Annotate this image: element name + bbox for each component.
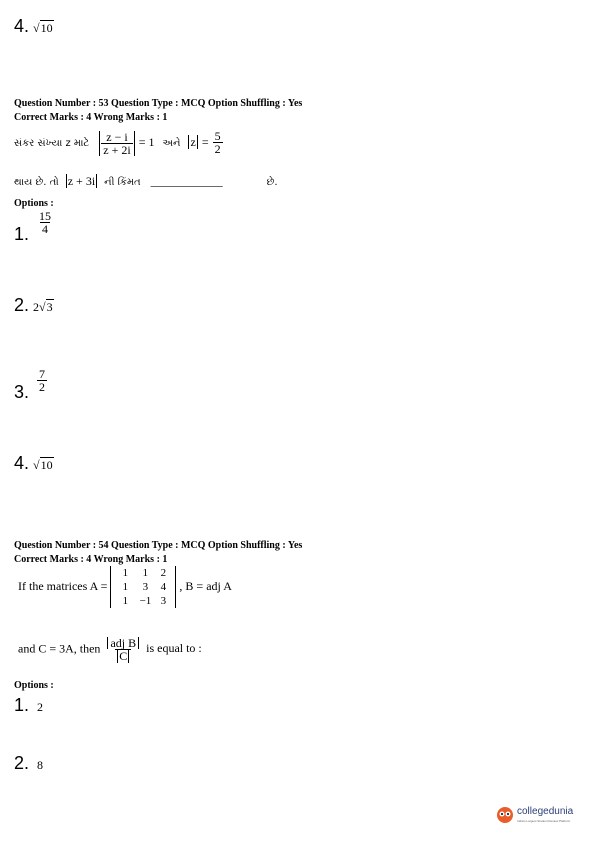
matrix-cell: 1 xyxy=(142,567,149,579)
matrix-cell: 3 xyxy=(160,595,167,607)
question-text-line2: and C = 3A, then $\frac{\text{adj B}}{C}$ is equal to : xyxy=(18,636,202,663)
marks-info: Correct Marks : 4 Wrong Marks : 1 xyxy=(14,554,168,565)
question-text-line1: If the matrices A = 1 1 2 1 3 4 1 −1 3 , B = adj A xyxy=(18,567,232,607)
matrix-a xyxy=(110,566,176,608)
question-text-line1: સંકર સંખ્યા z માટે $\frac{z - i}{z + 2i}$ = 1 અને z = $\frac{5}{2}$ xyxy=(14,129,221,157)
matrix-cell: −1 xyxy=(139,595,152,607)
matrix-cell: 3 xyxy=(142,581,149,593)
option-4[interactable]: 4. √10 xyxy=(14,453,53,473)
option-2[interactable]: 2. 8 xyxy=(14,753,44,773)
question-header: Question Number : 54 Question Type : MCQ Option Shuffling : Yes xyxy=(14,540,303,551)
matrix-cell: 2 xyxy=(160,567,167,579)
option-1[interactable]: 1. $\frac{15}{4}$ xyxy=(14,209,52,245)
fraction: $\frac{7}{2}$ xyxy=(39,367,46,394)
matrix-cell: 1 xyxy=(122,581,129,593)
matrix-cell: 1 xyxy=(122,595,129,607)
matrix-cell: 4 xyxy=(160,581,167,593)
sqrt-expression: √10 xyxy=(33,21,53,35)
options-label: Options : xyxy=(14,198,54,209)
option-3[interactable]: 3. $\frac{7}{2}$ xyxy=(14,367,46,403)
collegedunia-logo: collegedunia India's Largest Student Review Platform xyxy=(496,800,588,830)
option-1[interactable]: 1. 2 xyxy=(14,695,44,715)
fraction: $\frac{15}{4}$ xyxy=(39,209,52,236)
question-text-line2: થાય છે. તો z + 3i ની કિંમત ____________ છે. xyxy=(14,174,278,188)
top-option xyxy=(14,16,54,37)
marks-info: Correct Marks : 4 Wrong Marks : 1 xyxy=(14,112,168,123)
question-header: Question Number : 53 Question Type : MCQ Option Shuffling : Yes xyxy=(14,98,303,109)
option-2[interactable]: 2. 2√3 xyxy=(14,295,53,315)
owl-icon xyxy=(496,804,514,826)
options-label: Options : xyxy=(14,680,54,691)
option-number: 4. xyxy=(14,16,30,36)
abs-fraction: $\frac{z - i}{z + 2i}$ xyxy=(99,131,134,156)
matrix-cell: 1 xyxy=(122,567,129,579)
fraction: $\frac{\text{adj B}}{C}$ xyxy=(107,637,139,662)
